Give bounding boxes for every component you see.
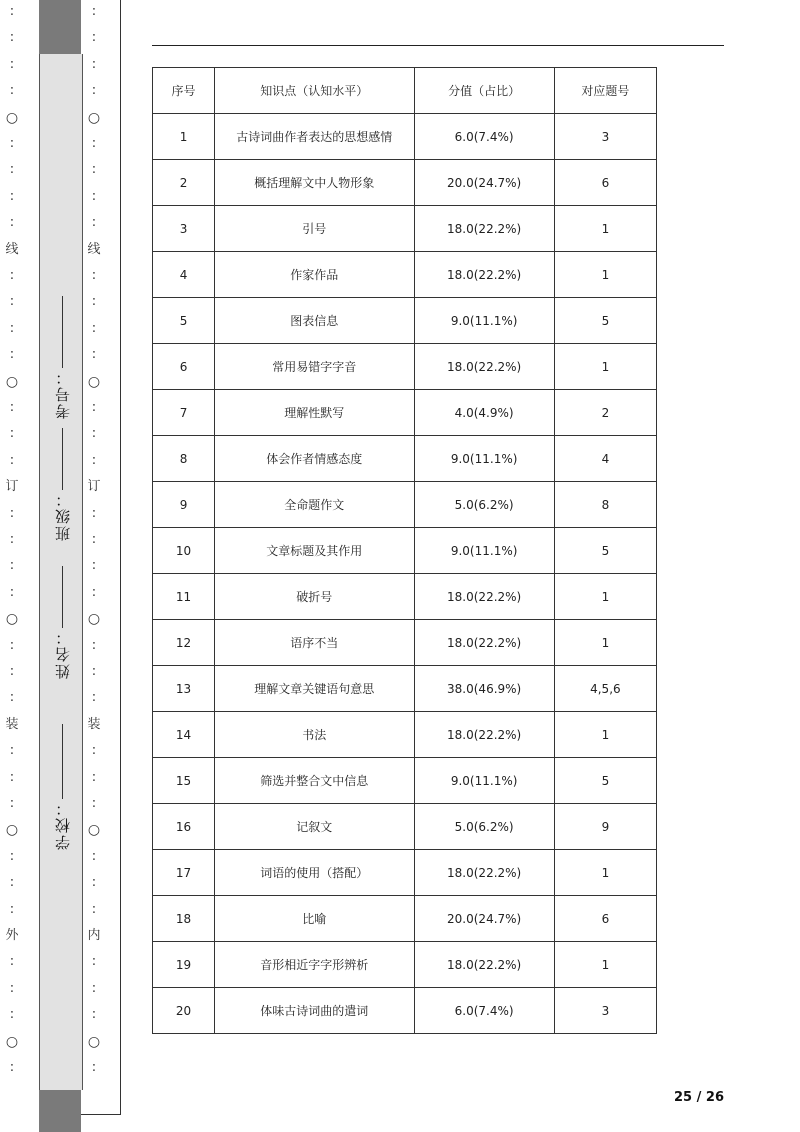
binding-dots: : bbox=[9, 558, 15, 574]
binding-dots: : bbox=[9, 320, 15, 336]
binding-dots: : bbox=[91, 1060, 97, 1075]
binding-dots: : bbox=[91, 664, 97, 679]
cell-index: 3 bbox=[153, 206, 215, 252]
table-row bbox=[153, 712, 657, 758]
binding-dots: : bbox=[9, 136, 15, 151]
knowledge-point-table bbox=[152, 67, 657, 1034]
binding-dots: : bbox=[9, 743, 15, 759]
cell-question-number: 1 bbox=[554, 942, 656, 988]
margin-rule-bottom bbox=[81, 1114, 121, 1115]
binding-hole-icon: ○ bbox=[87, 109, 101, 126]
binding-dots: : bbox=[91, 268, 97, 283]
header-rule bbox=[152, 45, 724, 46]
binding-dots: : bbox=[9, 400, 15, 415]
binding-dots: : bbox=[91, 769, 97, 785]
binding-dots: : bbox=[9, 452, 15, 468]
cell-knowledge-point: 引号 bbox=[215, 206, 414, 252]
cell-index: 13 bbox=[153, 666, 215, 712]
cell-knowledge-point: 记叙文 bbox=[215, 804, 414, 850]
cell-score: 18.0(22.2%) bbox=[414, 620, 554, 666]
binding-dots: : bbox=[91, 136, 97, 151]
table-row bbox=[153, 620, 657, 666]
table-row bbox=[153, 666, 657, 712]
binding-dots: : bbox=[9, 83, 15, 99]
cell-knowledge-point: 概括理解文中人物形象 bbox=[215, 160, 414, 206]
binding-dots: : bbox=[91, 954, 97, 970]
cell-index: 4 bbox=[153, 252, 215, 298]
binding-hole-icon: ○ bbox=[87, 611, 101, 628]
cell-score: 18.0(22.2%) bbox=[414, 574, 554, 620]
cell-question-number: 4,5,6 bbox=[554, 666, 656, 712]
binding-mark-text: 线 bbox=[5, 241, 19, 257]
cell-index: 18 bbox=[153, 896, 215, 942]
table-header-row bbox=[153, 68, 657, 114]
outer-binding-line bbox=[4, 0, 20, 1132]
cell-question-number: 3 bbox=[554, 114, 656, 160]
binding-dots: : bbox=[9, 980, 15, 996]
cell-question-number: 1 bbox=[554, 850, 656, 896]
table-row bbox=[153, 942, 657, 988]
cell-score: 5.0(6.2%) bbox=[414, 482, 554, 528]
binding-dots: : bbox=[91, 875, 97, 891]
binding-strip-top bbox=[39, 0, 81, 54]
cell-question-number: 1 bbox=[554, 620, 656, 666]
cell-score: 5.0(6.2%) bbox=[414, 804, 554, 850]
cell-knowledge-point: 全命题作文 bbox=[215, 482, 414, 528]
binding-dots: : bbox=[9, 505, 15, 521]
cell-index: 1 bbox=[153, 114, 215, 160]
cell-score: 9.0(11.1%) bbox=[414, 436, 554, 482]
cell-index: 9 bbox=[153, 482, 215, 528]
cell-question-number: 6 bbox=[554, 896, 656, 942]
binding-mark-text: 内 bbox=[87, 928, 101, 943]
cell-question-number: 5 bbox=[554, 528, 656, 574]
binding-dots: : bbox=[9, 426, 15, 442]
exam-number-field bbox=[47, 290, 77, 419]
binding-mark-text: 订 bbox=[5, 479, 19, 495]
binding-dots: : bbox=[9, 901, 15, 917]
cell-knowledge-point: 破折号 bbox=[215, 574, 414, 620]
table-row bbox=[153, 758, 657, 804]
table-row bbox=[153, 114, 657, 160]
binding-mark-text: 线 bbox=[87, 241, 101, 257]
binding-hole-icon: ○ bbox=[87, 822, 101, 839]
binding-hole-icon: ○ bbox=[5, 1033, 19, 1050]
binding-hole-icon: ○ bbox=[87, 1033, 101, 1050]
school-field bbox=[47, 718, 77, 850]
cell-knowledge-point: 音形相近字字形辨析 bbox=[215, 942, 414, 988]
binding-dots: : bbox=[91, 294, 97, 310]
table-row bbox=[153, 574, 657, 620]
binding-mark-text: 订 bbox=[87, 479, 101, 495]
class-label: 班级： bbox=[53, 490, 72, 541]
cell-question-number: 8 bbox=[554, 482, 656, 528]
table-row bbox=[153, 528, 657, 574]
cell-knowledge-point: 图表信息 bbox=[215, 298, 414, 344]
binding-dots: : bbox=[91, 1007, 97, 1023]
binding-dots: : bbox=[91, 743, 97, 759]
cell-index: 10 bbox=[153, 528, 215, 574]
header-index: 序号 bbox=[153, 68, 215, 114]
cell-question-number: 3 bbox=[554, 988, 656, 1034]
header-question-number: 对应题号 bbox=[554, 68, 656, 114]
binding-dots: : bbox=[9, 664, 15, 679]
page-number: 25 / 26 bbox=[674, 1090, 724, 1105]
binding-dots: : bbox=[9, 1060, 15, 1075]
cell-question-number: 9 bbox=[554, 804, 656, 850]
binding-hole-icon: ○ bbox=[5, 822, 19, 839]
binding-mark-text: 外 bbox=[5, 928, 19, 943]
binding-dots: : bbox=[9, 30, 15, 46]
table-row bbox=[153, 436, 657, 482]
cell-score: 9.0(11.1%) bbox=[414, 758, 554, 804]
cell-question-number: 1 bbox=[554, 206, 656, 252]
table-row bbox=[153, 850, 657, 896]
cell-question-number: 6 bbox=[554, 160, 656, 206]
cell-score: 18.0(22.2%) bbox=[414, 206, 554, 252]
cell-question-number: 2 bbox=[554, 390, 656, 436]
cell-knowledge-point: 古诗词曲作者表达的思想感情 bbox=[215, 114, 414, 160]
school-label: 学校： bbox=[53, 799, 72, 850]
binding-hole-icon: ○ bbox=[87, 373, 101, 390]
cell-knowledge-point: 书法 bbox=[215, 712, 414, 758]
binding-dots: : bbox=[9, 294, 15, 310]
table-row bbox=[153, 390, 657, 436]
binding-dots: : bbox=[91, 584, 97, 600]
binding-mark-text: 装 bbox=[5, 716, 19, 732]
binding-dots: : bbox=[9, 56, 15, 72]
binding-dots: : bbox=[91, 56, 97, 72]
cell-knowledge-point: 常用易错字字音 bbox=[215, 344, 414, 390]
cell-index: 15 bbox=[153, 758, 215, 804]
table-row bbox=[153, 896, 657, 942]
binding-dots: : bbox=[9, 637, 15, 653]
binding-dots: : bbox=[9, 769, 15, 785]
binding-dots: : bbox=[9, 848, 15, 864]
binding-dots: : bbox=[9, 690, 15, 706]
table-row bbox=[153, 206, 657, 252]
binding-dots: : bbox=[9, 796, 15, 811]
cell-knowledge-point: 比喻 bbox=[215, 896, 414, 942]
margin-rule bbox=[120, 0, 121, 1114]
binding-dots: : bbox=[9, 584, 15, 600]
cell-index: 17 bbox=[153, 850, 215, 896]
table-row bbox=[153, 344, 657, 390]
cell-score: 9.0(11.1%) bbox=[414, 528, 554, 574]
binding-dots: : bbox=[91, 980, 97, 996]
inner-binding-line bbox=[86, 0, 102, 1132]
cell-knowledge-point: 筛选并整合文中信息 bbox=[215, 758, 414, 804]
cell-index: 14 bbox=[153, 712, 215, 758]
cell-question-number: 1 bbox=[554, 252, 656, 298]
cell-knowledge-point: 词语的使用（搭配） bbox=[215, 850, 414, 896]
cell-index: 7 bbox=[153, 390, 215, 436]
binding-dots: : bbox=[91, 215, 97, 231]
cell-question-number: 1 bbox=[554, 712, 656, 758]
cell-index: 20 bbox=[153, 988, 215, 1034]
name-field bbox=[47, 560, 77, 679]
binding-dots: : bbox=[9, 347, 15, 363]
binding-dots: : bbox=[91, 637, 97, 653]
exam-number-label: 考号： bbox=[53, 368, 72, 419]
binding-dots: : bbox=[91, 505, 97, 521]
binding-hole-icon: ○ bbox=[5, 109, 19, 126]
table-row bbox=[153, 298, 657, 344]
binding-dots: : bbox=[9, 954, 15, 970]
table-row bbox=[153, 252, 657, 298]
cell-knowledge-point: 语序不当 bbox=[215, 620, 414, 666]
cell-knowledge-point: 作家作品 bbox=[215, 252, 414, 298]
binding-dots: : bbox=[91, 426, 97, 442]
table-row bbox=[153, 988, 657, 1034]
cell-score: 18.0(22.2%) bbox=[414, 712, 554, 758]
cell-question-number: 5 bbox=[554, 758, 656, 804]
cell-index: 19 bbox=[153, 942, 215, 988]
class-field bbox=[47, 422, 77, 541]
cell-score: 6.0(7.4%) bbox=[414, 114, 554, 160]
table-row bbox=[153, 482, 657, 528]
binding-dots: : bbox=[91, 452, 97, 468]
binding-strip-bottom bbox=[39, 1090, 81, 1132]
cell-question-number: 4 bbox=[554, 436, 656, 482]
cell-score: 20.0(24.7%) bbox=[414, 160, 554, 206]
cell-question-number: 1 bbox=[554, 574, 656, 620]
cell-index: 5 bbox=[153, 298, 215, 344]
cell-index: 12 bbox=[153, 620, 215, 666]
cell-question-number: 1 bbox=[554, 344, 656, 390]
binding-dots: : bbox=[91, 320, 97, 336]
cell-score: 18.0(22.2%) bbox=[414, 344, 554, 390]
cell-index: 16 bbox=[153, 804, 215, 850]
binding-hole-icon: ○ bbox=[5, 373, 19, 390]
cell-score: 18.0(22.2%) bbox=[414, 252, 554, 298]
cell-knowledge-point: 文章标题及其作用 bbox=[215, 528, 414, 574]
cell-score: 9.0(11.1%) bbox=[414, 298, 554, 344]
cell-score: 20.0(24.7%) bbox=[414, 896, 554, 942]
name-label: 姓名： bbox=[53, 628, 72, 679]
cell-score: 4.0(4.9%) bbox=[414, 390, 554, 436]
cell-knowledge-point: 理解文章关键语句意思 bbox=[215, 666, 414, 712]
binding-dots: : bbox=[91, 901, 97, 917]
binding-dots: : bbox=[9, 215, 15, 231]
cell-index: 8 bbox=[153, 436, 215, 482]
cell-knowledge-point: 体味古诗词曲的遣词 bbox=[215, 988, 414, 1034]
header-knowledge-point: 知识点（认知水平） bbox=[215, 68, 414, 114]
binding-dots: : bbox=[91, 796, 97, 811]
binding-dots: : bbox=[9, 532, 15, 547]
cell-score: 18.0(22.2%) bbox=[414, 850, 554, 896]
binding-dots: : bbox=[91, 400, 97, 415]
binding-dots: : bbox=[91, 690, 97, 706]
binding-dots: : bbox=[9, 875, 15, 891]
cell-score: 38.0(46.9%) bbox=[414, 666, 554, 712]
binding-dots: : bbox=[91, 83, 97, 99]
cell-index: 2 bbox=[153, 160, 215, 206]
cell-knowledge-point: 体会作者情感态度 bbox=[215, 436, 414, 482]
binding-dots: : bbox=[91, 4, 97, 19]
cell-score: 18.0(22.2%) bbox=[414, 942, 554, 988]
binding-dots: : bbox=[91, 162, 97, 178]
binding-dots: : bbox=[91, 848, 97, 864]
cell-index: 11 bbox=[153, 574, 215, 620]
binding-dots: : bbox=[9, 162, 15, 178]
binding-dots: : bbox=[91, 30, 97, 46]
table-row bbox=[153, 804, 657, 850]
cell-index: 6 bbox=[153, 344, 215, 390]
table-row bbox=[153, 160, 657, 206]
binding-dots: : bbox=[9, 188, 15, 204]
binding-mark-text: 装 bbox=[87, 716, 101, 732]
binding-dots: : bbox=[91, 558, 97, 574]
binding-dots: : bbox=[91, 532, 97, 547]
binding-dots: : bbox=[9, 1007, 15, 1023]
cell-question-number: 5 bbox=[554, 298, 656, 344]
cell-score: 6.0(7.4%) bbox=[414, 988, 554, 1034]
binding-hole-icon: ○ bbox=[5, 611, 19, 628]
header-score: 分值（占比） bbox=[414, 68, 554, 114]
binding-dots: : bbox=[91, 188, 97, 204]
binding-dots: : bbox=[91, 347, 97, 363]
cell-knowledge-point: 理解性默写 bbox=[215, 390, 414, 436]
binding-dots: : bbox=[9, 268, 15, 283]
binding-dots: : bbox=[9, 4, 15, 19]
